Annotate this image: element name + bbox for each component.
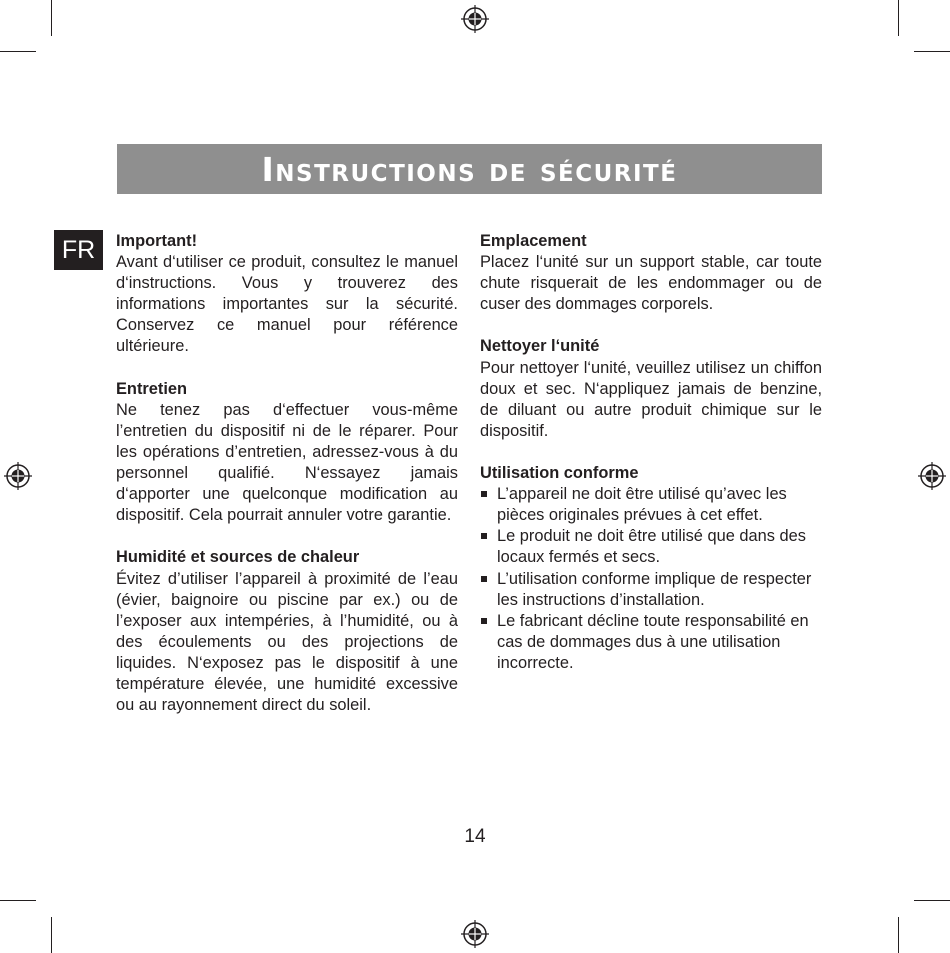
left-column [116, 231, 458, 737]
list-item-text: L’utilisation conforme implique de respecter les instructions d’installation. [497, 569, 812, 609]
registration-mark-icon [918, 462, 946, 490]
list-item [480, 569, 822, 611]
section-humidite [116, 547, 458, 716]
section-heading: Emplacement [480, 232, 587, 250]
section-nettoyer [480, 336, 822, 441]
registration-mark-icon [461, 920, 489, 948]
section-heading: Entretien [116, 379, 188, 398]
section-body: Pour nettoyer l‘unité, veuillez utilisez un chiffon doux et sec. N‘appliquez jamais de benzine, de diluant ou autre produit chimique sur le dispositif. [480, 358, 822, 440]
crop-mark [914, 900, 950, 901]
section-important [116, 231, 458, 358]
registration-mark-icon [4, 462, 32, 490]
list-item-text: L’appareil ne doit être utilisé qu’avec les pièces originales prévues à cet effet. [497, 485, 787, 525]
list-item [480, 484, 822, 526]
section-body: Évitez d’utiliser l’appareil à proximité de l’eau (évier, baignoire ou piscine par ex.) ou de l’exposer aux intempéries, à l’humidité, ou à des écoulements ou des projections de liquides. N‘exposez pas le dispositif à une température élevée, une humidité excessive ou au rayonnement direct du soleil. [116, 569, 458, 715]
crop-mark [898, 0, 899, 36]
square-bullet-icon [481, 618, 487, 624]
list-item [480, 611, 822, 674]
section-heading: Utilisation conforme [480, 464, 639, 483]
crop-mark [914, 51, 950, 52]
bullet-list [480, 484, 822, 674]
crop-mark [0, 51, 36, 52]
square-bullet-icon [481, 491, 487, 497]
section-body: Ne tenez pas d‘effectuer vous-même l’entretien du dispositif ni de le réparer. Pour les opérations d’entretien, adressez-vous à du personnel qualifié. N‘essayez jamais d‘apporter une quelconque modification au dispositif. Cela pourrait annuler votre garantie. [116, 400, 458, 525]
list-item [480, 526, 822, 568]
section-entretien [116, 379, 458, 527]
section-body: Placez l‘unité sur un support stable, car toute chute risquerait de les endommager ou de cuser des dommages corporels. [480, 253, 822, 314]
right-column [480, 231, 822, 695]
list-item-text: Le fabricant décline toute responsabilité en cas de dommages dus à une utilisation incorrecte. [497, 611, 809, 672]
list-item-text: Le produit ne doit être utilisé que dans des locaux fermés et secs. [497, 527, 806, 567]
registration-mark-icon [461, 5, 489, 33]
section-heading: Humidité et sources de chaleur [116, 548, 360, 567]
language-tab: FR [54, 230, 103, 270]
section-body: Avant d‘utiliser ce produit, consultez le manuel d‘instructions. Vous y trouverez des informations importantes sur la sécurité. Conservez ce manuel pour référence ultérieure. [116, 253, 458, 356]
crop-mark [51, 0, 52, 36]
square-bullet-icon [481, 533, 487, 539]
page-title-bar [117, 144, 822, 194]
section-emplacement [480, 231, 822, 315]
section-utilisation [480, 463, 822, 674]
crop-mark [898, 917, 899, 953]
square-bullet-icon [481, 576, 487, 582]
section-heading: Nettoyer l‘unité [480, 337, 600, 356]
page-number: 14 [464, 826, 486, 847]
crop-mark [51, 917, 52, 953]
page-title: Instructions de sécurité [261, 149, 678, 189]
crop-mark [0, 900, 36, 901]
section-heading: Important! [116, 232, 198, 250]
